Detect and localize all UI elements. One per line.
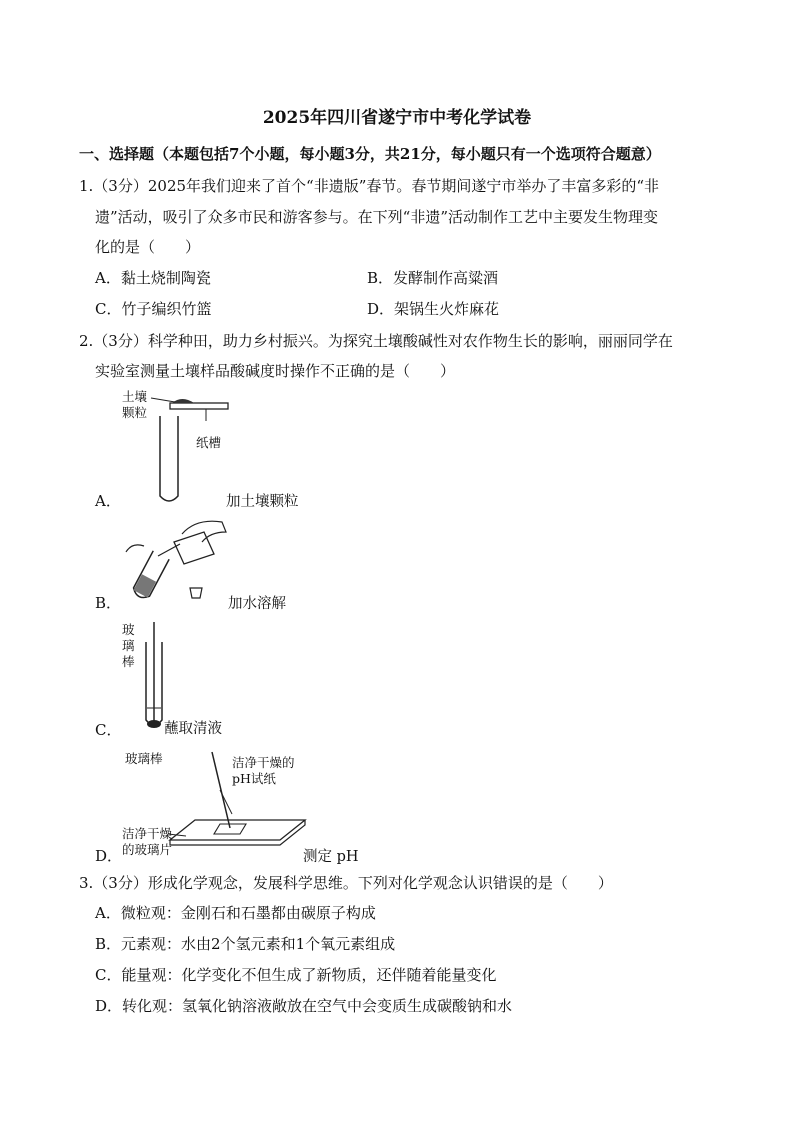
glass-rod-label-3: 棒 <box>122 654 135 669</box>
glass-plate-label-1: 洁净干燥 <box>122 826 173 841</box>
option-d-caption: 测定 pH <box>303 849 359 865</box>
exam-title: 2025年四川省遂宁市中考化学试卷 <box>262 108 532 128</box>
question-1-option-c[interactable]: C．竹子编织竹篮 <box>95 300 212 318</box>
ph-paper-label-1: 洁净干燥的 <box>232 755 295 770</box>
soil-label-1: 土壤 <box>122 389 148 404</box>
question-1-stem-line-1: 1.（3分）2025年我们迎来了首个“非遗版”春节。春节期间遂宁市举办了丰富多彩的“非 <box>79 177 660 195</box>
option-b-letter: B． <box>95 594 122 612</box>
glass-rod-label-d: 玻璃棒 <box>125 751 163 766</box>
question-2-stem-line-1: 2.（3分）科学种田，助力乡村振兴。为探究土壤酸碱性对农作物生长的影响，丽丽同学在 <box>79 332 673 350</box>
add-water-figure <box>122 512 232 608</box>
ph-paper-label-2: pH试纸 <box>232 771 276 786</box>
question-3-option-a[interactable]: A．微粒观：金刚石和石墨都由碳原子构成 <box>95 904 376 922</box>
question-3-option-b[interactable]: B．元素观：水由2个氢元素和1个氧元素组成 <box>95 935 396 953</box>
option-b-caption: 加水溶解 <box>228 596 286 612</box>
question-3-stem-line-1: 3.（3分）形成化学观念，发展科学思维。下列对化学观念认识错误的是（ ） <box>79 874 613 892</box>
question-2-stem-line-2: 实验室测量土壤样品酸碱度时操作不正确的是（ ） <box>95 362 456 380</box>
question-1-stem-line-2: 遗”活动，吸引了众多市民和游客参与。在下列“非遗”活动制作工艺中主要发生物理变 <box>95 208 659 226</box>
section-heading: 一、选择题（本题包括7个小题，每小题3分，共21分，每小题只有一个选项符合题意） <box>79 145 661 163</box>
glass-plate-label-2: 的玻璃片 <box>122 842 173 857</box>
glass-rod-label-2: 璃 <box>122 638 135 653</box>
question-3-option-d[interactable]: D．转化观：氢氧化钠溶液敞放在空气中会变质生成碳酸钠和水 <box>95 997 513 1015</box>
soil-label-2: 颗粒 <box>122 405 148 420</box>
option-a-caption: 加土壤颗粒 <box>226 494 299 510</box>
paper-trough-label: 纸槽 <box>196 435 222 450</box>
option-c-letter: C． <box>95 721 122 739</box>
option-c-caption: 蘸取清液 <box>164 721 222 737</box>
option-a-letter: A． <box>95 492 121 510</box>
option-d-letter: D． <box>95 847 123 865</box>
question-1-option-b[interactable]: B．发酵制作高粱酒 <box>367 269 499 287</box>
question-1-option-d[interactable]: D．架锅生火炸麻花 <box>367 300 500 318</box>
glass-rod-label-1: 玻 <box>122 622 135 637</box>
question-3-option-c[interactable]: C．能量观：化学变化不但生成了新物质，还伴随着能量变化 <box>95 966 497 984</box>
question-1-stem-line-3: 化的是（ ） <box>95 238 201 256</box>
question-1-option-a[interactable]: A．黏土烧制陶瓷 <box>95 269 211 287</box>
